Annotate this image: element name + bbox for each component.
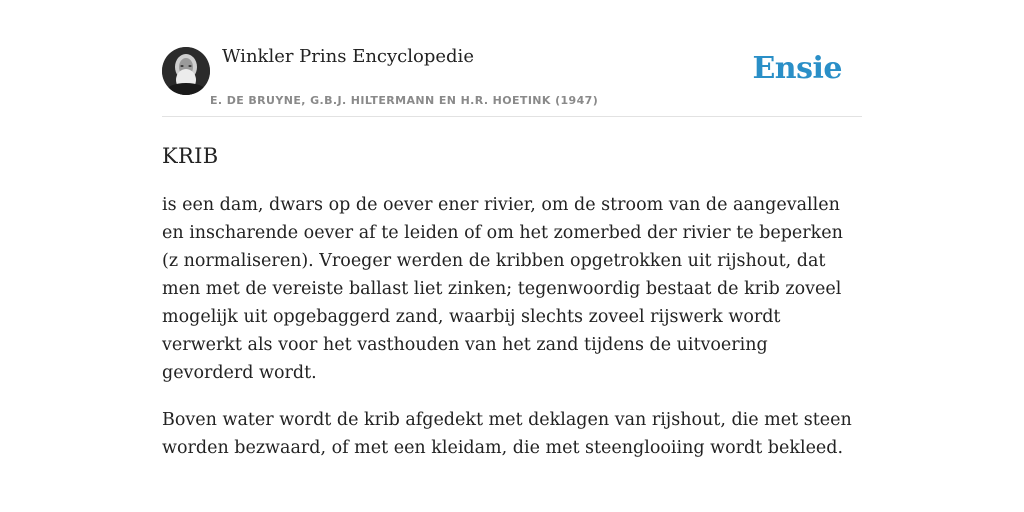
ensie-logo[interactable]: Ensie <box>752 51 842 86</box>
entry-paragraph: Boven water wordt de krib afgedekt met deklagen van rijshout, die met steen worden bezwaard, of met een kleidam, die met steenglooiing wordt bekleed. <box>162 410 852 458</box>
source-header <box>162 0 862 117</box>
page-container <box>162 0 862 462</box>
source-title[interactable]: Winkler Prins Encyclopedie <box>222 46 474 67</box>
entry-term: KRIB <box>162 144 219 168</box>
author-avatar-icon[interactable] <box>162 47 210 95</box>
entry-paragraph: is een dam, dwars op de oever ener rivier, om de stroom van de aangevallen en inscharende oever af te leiden of om het zomerbed der rivier te beperken (z normaliseren). Vroeger werden de kribben opgetrokken uit rijshout, dat men met de vereiste ballast liet zinken; tegenwoordig bestaat de krib zoveel mogelijk uit opgebaggerd zand, waarbij slechts zoveel rijswerk wordt verwerkt als voor het vasthouden van het zand tijdens de uitvoering gevorderd wordt. <box>162 195 843 383</box>
source-authors: E. DE BRUYNE, G.B.J. HILTERMANN EN H.R. HOETINK (1947) <box>210 94 599 107</box>
